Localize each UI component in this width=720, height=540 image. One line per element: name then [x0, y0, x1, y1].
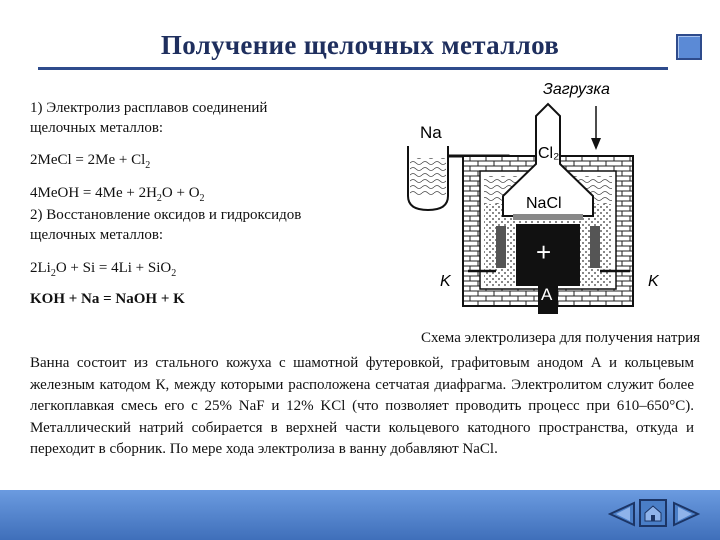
equation-2-sub-a: 2	[156, 193, 162, 204]
cathode-right	[590, 226, 600, 268]
next-arrow-icon	[672, 501, 700, 527]
equation-3-text-a: 2Li	[30, 260, 51, 276]
equation-2-sub-b: 2	[199, 193, 205, 204]
method-2-line-2: щелочных металлов:	[30, 227, 164, 243]
slide-title: Получение щелочных металлов	[160, 30, 560, 60]
equation-1-sub: 2	[145, 160, 151, 171]
cathode-label-left: K	[440, 273, 451, 290]
nacl-label: NaCl	[526, 195, 562, 212]
method-2-line-1: 2) Восстановление оксидов и гидроксидов	[30, 207, 302, 223]
equation-3-sub-a: 2	[50, 268, 56, 279]
method-1-line-1: 1) Электролиз расплавов соединений	[30, 100, 268, 116]
cathode-label-right: K	[648, 273, 659, 290]
load-arrow-head-icon	[591, 138, 601, 150]
title-divider	[38, 67, 668, 70]
method-2-heading	[30, 205, 370, 245]
equation-1	[30, 152, 150, 171]
home-button[interactable]	[639, 499, 667, 527]
equation-2-text-a: 4MeOH = 4Me + 2H	[30, 185, 157, 201]
method-1-heading	[30, 98, 360, 138]
electrolyzer-diagram	[398, 76, 700, 314]
next-button[interactable]	[672, 501, 700, 527]
figure-caption: Схема электролизера для получения натрия	[421, 330, 700, 346]
equation-2	[30, 185, 205, 204]
cathode-left	[496, 226, 506, 268]
equation-3-text-b: O + Si = 4Li + SiO	[55, 260, 172, 276]
method-1-line-2: щелочных металлов:	[30, 120, 164, 136]
prev-button[interactable]	[608, 501, 636, 527]
equation-3	[30, 260, 176, 279]
equation-4: KOH + Na = NaOH + K	[30, 291, 185, 307]
equation-1-text: 2MeCl = 2Me + Cl	[30, 152, 146, 168]
home-icon	[639, 499, 667, 527]
equation-3-sub-b: 2	[171, 268, 177, 279]
equation-2-text-b: O + O	[161, 185, 200, 201]
anode-label: A	[541, 285, 553, 304]
cl2-label: Cl₂	[538, 145, 560, 162]
plus-label: +	[536, 237, 552, 267]
description-paragraph: Ванна состоит из стального кожуха с шамотной футеровкой, графитовым анодом А и кольцевым железным катодом К, между которыми расположена сетчатая диафрагма. Электролитом служит более легкоплавкая смесь его с 25% NaF и 12% KCl (что позволяет проводить процесс при 610–650°С). Металлический натрий собирается в верхней части кольцевого катодного пространства, откуда и переходит в сборник. По мере хода электролиза в ванну добавляют NaCl.	[30, 355, 694, 457]
na-label: Na	[420, 123, 442, 142]
load-label: Загрузка	[543, 81, 610, 98]
prev-arrow-icon	[608, 501, 636, 527]
corner-square-icon	[676, 34, 702, 60]
